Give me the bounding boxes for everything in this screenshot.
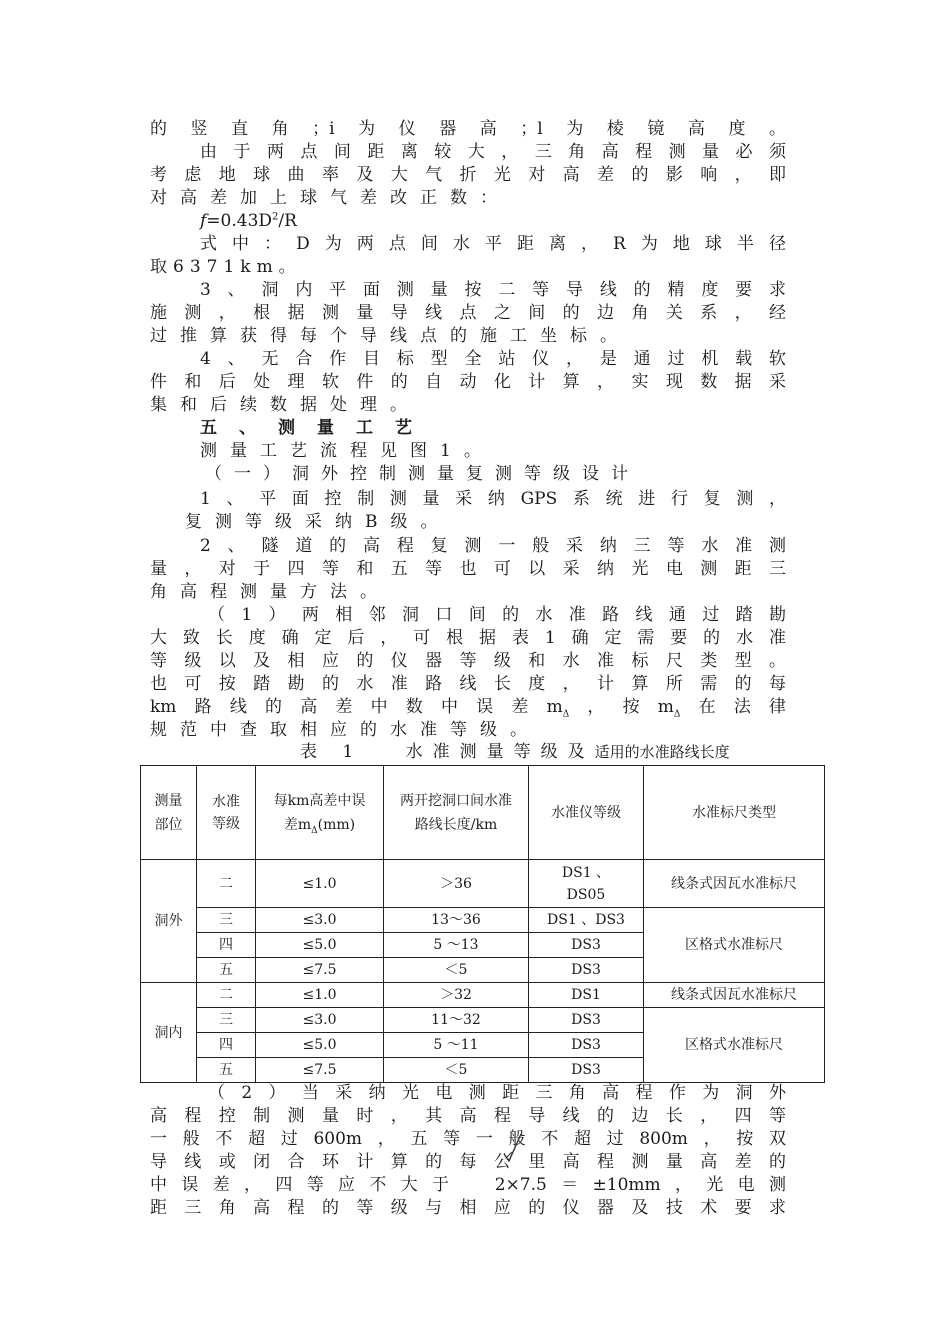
cell-length: 13～36 [384, 908, 529, 933]
cell-rod: 区格式水准标尺 [644, 908, 825, 983]
cell-part: 洞内 [141, 983, 197, 1083]
subscript-delta: Δ [562, 709, 570, 720]
cell-instrument: DS1 [529, 983, 644, 1008]
header-grade: 水准等级 [197, 766, 256, 860]
cell-error: ≤5.0 [256, 933, 384, 958]
text-line: 考虑地球曲率及大气折光对高差的影响，即 [150, 165, 786, 185]
cell-grade: 二 [197, 983, 256, 1008]
cell-instrument: DS1 、DS05 [529, 860, 644, 908]
formula-symbol: f [200, 211, 207, 231]
text-line: 式中：D为两点间水平距离，R为地球半径 [200, 234, 786, 254]
text-line: 的竖直角；i为仪器高；l为棱镜高度。 [150, 119, 786, 139]
text-line: 集和后续数据处理。 [150, 395, 420, 415]
formula [200, 210, 297, 232]
subscript-delta: Δ [673, 709, 681, 720]
text-line: 中误差，四等应不大于 2×7.5＝±10mm，光电测 [150, 1175, 786, 1195]
cell-grade: 三 [197, 908, 256, 933]
subscript-delta: Δ [311, 825, 318, 836]
cell-length: ＜5 [384, 958, 529, 983]
text-line: 取6371km。 [150, 257, 302, 277]
table-header-row [141, 766, 825, 860]
leveling-grade-table [140, 765, 825, 1083]
cell-grade: 四 [197, 1033, 256, 1058]
table-row [141, 983, 825, 1008]
text-line: 2、隧道的高程复测一般采纳三等水准测 [200, 536, 786, 556]
cell-length: ＜5 [384, 1058, 529, 1083]
cell-error: ≤3.0 [256, 908, 384, 933]
cell-instrument: DS3 [529, 1008, 644, 1033]
text-line: （1）两相邻洞口间的水准路线通过踏勘 [208, 605, 786, 625]
cell-grade: 五 [197, 958, 256, 983]
formula-part: =0.43D [206, 211, 273, 231]
cell-error: ≤3.0 [256, 1008, 384, 1033]
cell-grade: 二 [197, 860, 256, 908]
cell-rod: 线条式因瓦水准标尺 [644, 983, 825, 1008]
text-line: 过推算获得每个导线点的施工坐标。 [150, 326, 630, 346]
text-line: 也可按踏勘的水准路线长度，计算所需的每 [150, 674, 786, 694]
cell-error: ≤7.5 [256, 958, 384, 983]
section-heading: 五、测量工艺 [200, 418, 434, 438]
cell-length: 5 ～11 [384, 1033, 529, 1058]
cell-instrument: DS3 [529, 933, 644, 958]
table-row [141, 1008, 825, 1033]
text-line: 导线或闭合环计算的每公里高程测量高差的 [150, 1152, 786, 1172]
cell-instrument: DS3 [529, 1058, 644, 1083]
cell-length: 5 ～13 [384, 933, 529, 958]
text-line: 量，对于四等和五等也可以采纳光电测距三 [150, 559, 786, 579]
cell-length: ＞36 [384, 860, 529, 908]
cell-rod: 线条式因瓦水准标尺 [644, 860, 825, 908]
text-line: 一般不超过600m，五等一般不超过800m，按双 [150, 1129, 786, 1149]
cell-error: ≤1.0 [256, 983, 384, 1008]
text-line: 施测，根据测量导线点之间的边角关系，经 [150, 303, 786, 323]
header-error [256, 766, 384, 860]
text-line: 件和后处理软件的自动化计算，实现数据采 [150, 372, 786, 392]
pen-mark-icon [500, 1132, 524, 1164]
cell-error: ≤7.5 [256, 1058, 384, 1083]
text-line: 3、洞内平面测量按二等导线的精度要求 [200, 280, 786, 300]
cell-grade: 五 [197, 1058, 256, 1083]
header-error-unit: (mm) [317, 816, 356, 833]
cell-rod: 区格式水准标尺 [644, 1008, 825, 1083]
text-line: 大致长度确定后，可根据表1确定需要的水准 [150, 628, 786, 648]
cell-length: ＞32 [384, 983, 529, 1008]
cell-instrument: DS3 [529, 1033, 644, 1058]
text-part: km路线的高差中数中误差m [150, 697, 563, 717]
formula-exponent: 2 [272, 211, 279, 223]
text-line: 复测等级采纳B级。 [185, 512, 451, 532]
cell-part: 洞外 [141, 860, 197, 983]
text-line [150, 696, 786, 718]
table-row [141, 860, 825, 908]
caption-part: 表 1 水准测量等级及 [300, 742, 595, 762]
caption-part: 适用的水准路线长度 [594, 743, 730, 761]
text-line: 等级以及相应的仪器等级和水准标尺类型。 [150, 651, 786, 671]
table-caption [300, 741, 730, 763]
formula-part: /R [278, 211, 297, 231]
cell-grade: 三 [197, 1008, 256, 1033]
table-row [141, 908, 825, 933]
cell-instrument: DS1 、DS3 [529, 908, 644, 933]
text-line: 1、平面控制测量采纳GPS系统进行复测， [200, 489, 786, 509]
cell-error: ≤5.0 [256, 1033, 384, 1058]
text-line: 高程控制测量时，其高程导线的边长，四等 [150, 1106, 786, 1126]
text-line: 规范中查取相应的水准等级。 [150, 720, 540, 740]
header-part: 测量部位 [141, 766, 197, 860]
cell-instrument: DS3 [529, 958, 644, 983]
text-line: （2）当采纳光电测距三角高程作为洞外 [208, 1083, 786, 1103]
text-line: 4、无合作目标型全站仪，是通过机载软 [200, 349, 786, 369]
text-line: 测量工艺流程见图1。 [200, 441, 494, 461]
header-rod: 水准标尺类型 [644, 766, 825, 860]
cell-error: ≤1.0 [256, 860, 384, 908]
text-part: 在法律 [680, 697, 787, 717]
text-line: 由于两点间距离较大，三角高程测量必须 [200, 142, 786, 162]
text-line: 对高差加上球气差改正数： [150, 188, 510, 208]
text-line: 角高程测量方法。 [150, 582, 390, 602]
cell-length: 11～32 [384, 1008, 529, 1033]
header-length: 两开挖洞口间水准路线长度/km [384, 766, 529, 860]
text-part: ，按m [569, 697, 674, 717]
subsection-heading: （一）洞外控制测量复测等级设计 [205, 464, 640, 484]
text-line: 距三角高程的等级与相应的仪器及技术要求 [150, 1198, 786, 1218]
header-instrument: 水准仪等级 [529, 766, 644, 860]
cell-grade: 四 [197, 933, 256, 958]
header-error-text: 每km高差中误差m [273, 792, 366, 833]
